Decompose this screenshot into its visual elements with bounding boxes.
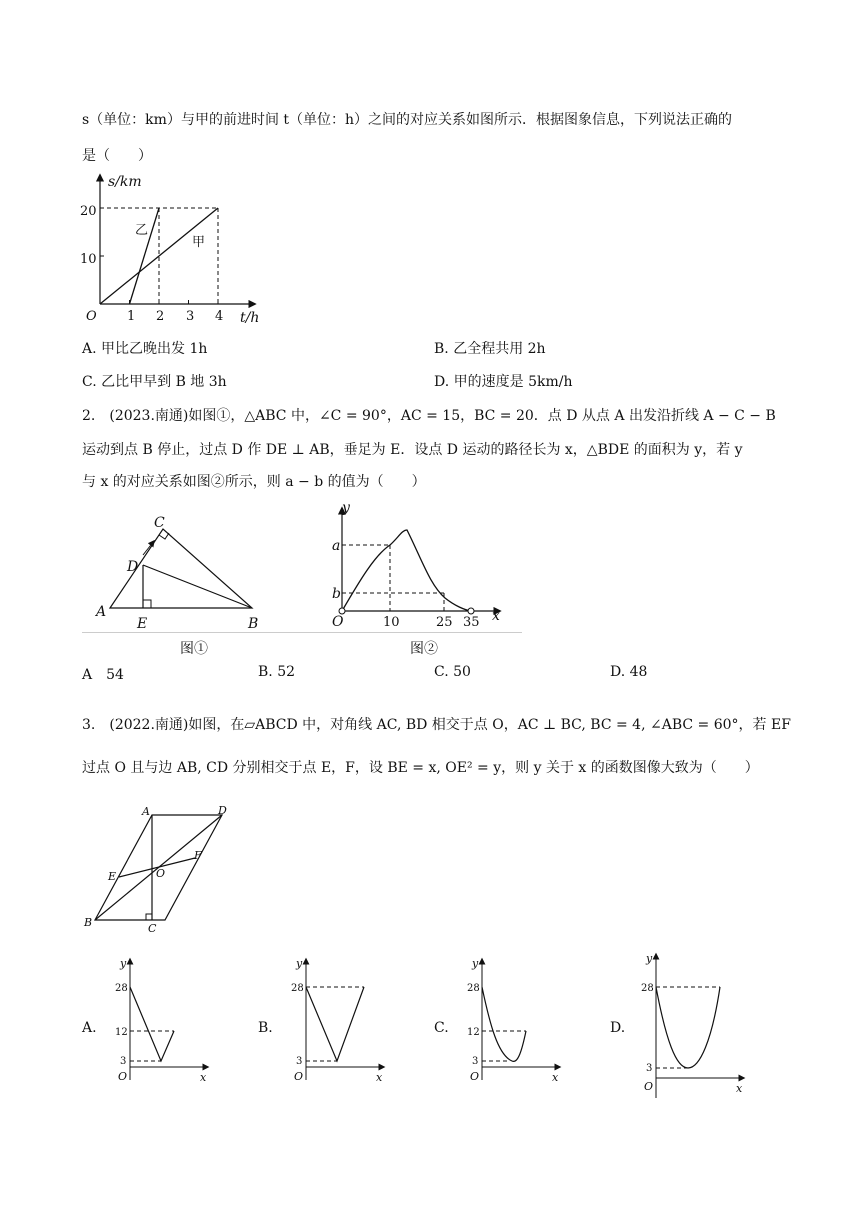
q2-fig2-xtick-25: 25 — [436, 615, 453, 630]
q3-text-line2: 过点 O 且与边 AB, CD 分别相交于点 E，F，设 BE = x, OE² = y，则 y 关于 x 的函数图像大致为（ ） — [82, 760, 759, 776]
q3-d-y: y — [646, 952, 653, 965]
q3-fig-label-b: B — [84, 916, 93, 929]
q1-label-jia: 甲 — [192, 235, 206, 250]
q3-a-28: 28 — [115, 983, 128, 994]
q3-a-12: 12 — [115, 1027, 128, 1038]
q1-option-c[interactable]: C. 乙比甲早到 B 地 3h — [82, 374, 227, 390]
q1-ytick-10: 10 — [80, 252, 97, 267]
q1-xtick-2: 2 — [156, 309, 165, 324]
q3-a-x: x — [200, 1071, 207, 1084]
q1-option-d[interactable]: D. 甲的速度是 5km/h — [434, 374, 573, 390]
q3-option-c-graph[interactable] — [460, 955, 570, 1085]
q2-fig1-caption: 图① — [180, 641, 208, 657]
q1-y-label: s/km — [108, 174, 142, 190]
q3-fig-label-d: D — [218, 804, 227, 817]
q1-option-b[interactable]: B. 乙全程共用 2h — [434, 341, 546, 357]
q3-option-d-label[interactable]: D. — [610, 1020, 626, 1036]
q3-c-28: 28 — [467, 983, 480, 994]
q2-fig1-label-c: C — [154, 515, 165, 531]
q1-xtick-1: 1 — [127, 309, 136, 324]
q2-option-a[interactable]: A 54 — [82, 667, 124, 683]
q3-fig-label-e: E — [108, 870, 117, 883]
q3-fig-label-o: O — [156, 867, 166, 880]
q3-option-a-label[interactable]: A. — [82, 1020, 97, 1036]
q1-text-line1: s（单位：km）与甲的前进时间 t（单位：h）之间的对应关系如图所示．根据图象信息，下列说法正确的 — [82, 112, 733, 128]
q2-fig1-label-e: E — [137, 616, 148, 632]
q1-text-line2: 是（ ） — [82, 148, 152, 164]
q2-fig2-b: b — [332, 586, 341, 602]
q1-ytick-20: 20 — [80, 204, 97, 219]
q2-fig2-y-label: y — [342, 500, 350, 516]
q3-option-b-graph[interactable] — [284, 955, 394, 1085]
q2-fig1-label-a: A — [96, 604, 107, 620]
q1-origin: O — [86, 309, 97, 324]
q2-fig2-xtick-10: 10 — [383, 615, 400, 630]
q3-d-o: O — [644, 1080, 654, 1093]
q2-option-d[interactable]: D. 48 — [610, 664, 648, 680]
q3-option-c-label[interactable]: C. — [434, 1020, 449, 1036]
q3-c-y: y — [472, 957, 479, 970]
q2-fig2-origin: O — [332, 614, 344, 630]
q1-option-a[interactable]: A. 甲比乙晚出发 1h — [82, 341, 208, 357]
q2-text-line3: 与 x 的对应关系如图②所示，则 a − b 的值为（ ） — [82, 474, 426, 490]
q1-label-yi: 乙 — [135, 223, 149, 238]
q3-a-o: O — [118, 1070, 128, 1083]
q3-option-a-graph[interactable] — [108, 955, 218, 1085]
q2-fig2-a: a — [332, 538, 341, 554]
q3-fig-label-f: F — [194, 849, 202, 862]
q1-xtick-3: 3 — [186, 309, 195, 324]
q3-a-y: y — [120, 957, 127, 970]
q3-b-y: y — [296, 957, 303, 970]
q2-fig1-label-d: D — [127, 559, 139, 575]
q3-c-x: x — [552, 1071, 559, 1084]
q3-fig-label-a: A — [142, 805, 150, 818]
q1-xtick-4: 4 — [215, 309, 224, 324]
q2-figure1-triangle — [90, 515, 280, 665]
q1-distance-time-graph — [80, 170, 280, 330]
q2-fig2-xtick-35: 35 — [463, 615, 480, 630]
q2-fig1-label-b: B — [248, 616, 259, 632]
q3-d-3: 3 — [646, 1063, 653, 1074]
q3-d-28: 28 — [641, 983, 654, 994]
q3-option-b-label[interactable]: B. — [258, 1020, 273, 1036]
q3-option-d-graph[interactable] — [636, 950, 756, 1100]
q3-text-line1: 3. (2022.南通)如图，在▱ABCD 中，对角线 AC, BD 相交于点 O，AC ⊥ BC, BC = 4, ∠ABC = 60°，若 EF — [82, 717, 791, 733]
q1-x-label: t/h — [240, 310, 260, 326]
q3-b-3: 3 — [296, 1056, 303, 1067]
separator-line — [82, 632, 522, 633]
q3-b-x: x — [376, 1071, 383, 1084]
q3-a-3: 3 — [120, 1056, 127, 1067]
q3-fig-label-c: C — [148, 922, 157, 935]
q3-c-3: 3 — [472, 1056, 479, 1067]
q3-b-28: 28 — [291, 983, 304, 994]
q3-d-x: x — [736, 1082, 743, 1095]
q2-text-line1: 2. (2023.南通)如图①，△ABC 中，∠C = 90°，AC = 15，BC = 20．点 D 从点 A 出发沿折线 A − C − B — [82, 408, 776, 424]
q2-fig2-x-label: x — [492, 608, 500, 624]
q2-option-b[interactable]: B. 52 — [258, 664, 296, 680]
q3-b-o: O — [294, 1070, 304, 1083]
q2-option-c[interactable]: C. 50 — [434, 664, 471, 680]
q3-c-12: 12 — [467, 1027, 480, 1038]
q3-c-o: O — [470, 1070, 480, 1083]
q2-fig2-caption: 图② — [410, 641, 438, 657]
q2-text-line2: 运动到点 B 停止，过点 D 作 DE ⊥ AB，垂足为 E．设点 D 运动的路径长为 x，△BDE 的面积为 y，若 y — [82, 442, 743, 458]
q3-parallelogram-figure — [82, 800, 242, 935]
